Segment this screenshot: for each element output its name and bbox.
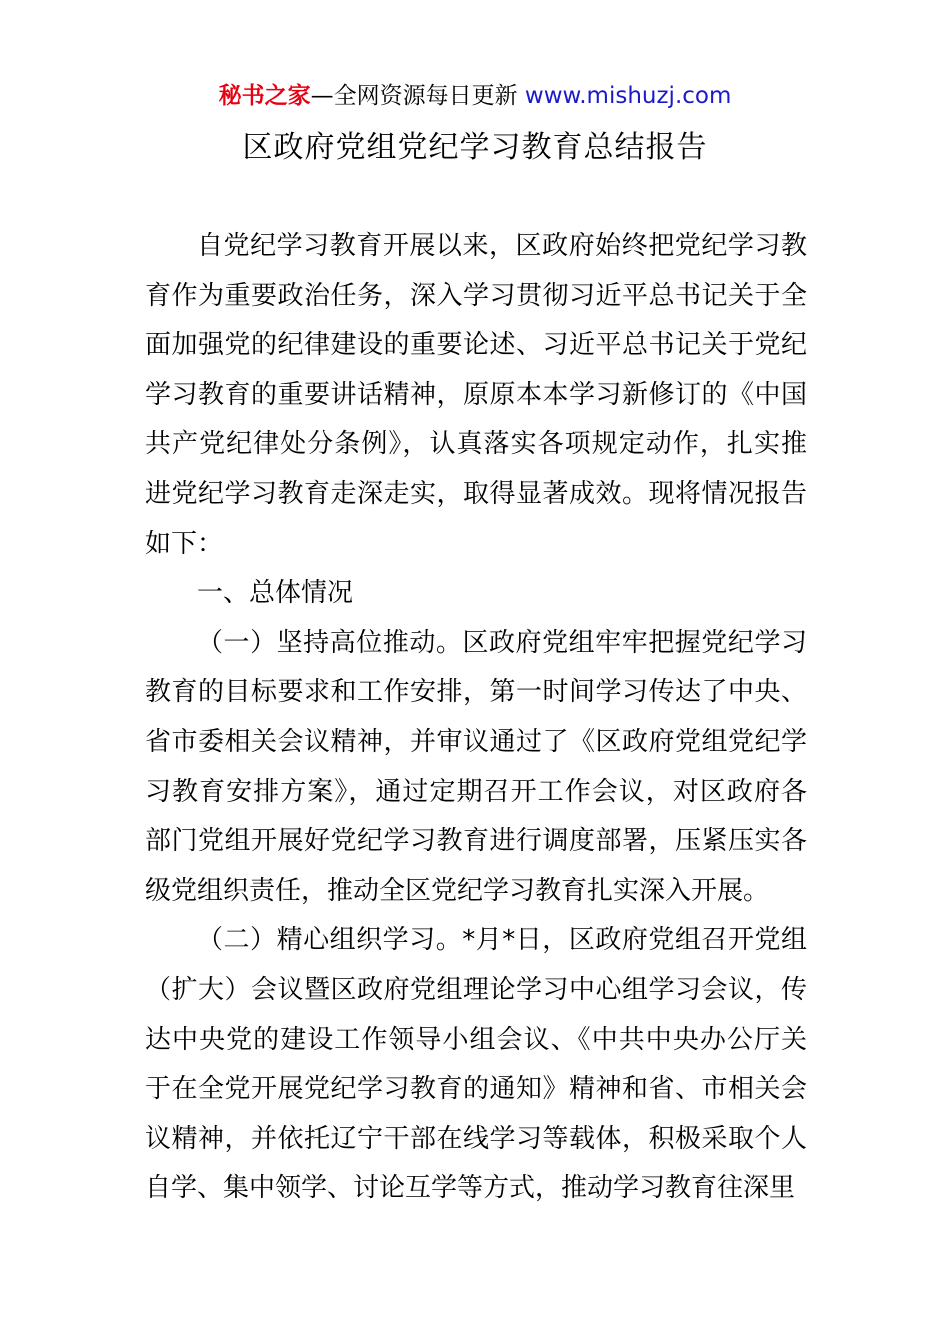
- document-body: [145, 222, 807, 1214]
- document-title: 区政府党组党纪学习教育总结报告: [242, 130, 708, 165]
- brand-tagline: —全网资源每日更新: [310, 83, 525, 109]
- site-header: [0, 80, 950, 112]
- paragraph-organize-study: （二）精心组织学习。*月*日，区政府党组召开党组（扩大）会议暨区政府党组理论学习中心组学习会议，传达中央党的建设工作领导小组会议、《中共中央办公厅关于在全党开展党纪学习教育的通知》精神和省、市相关会议精神，并依托辽宁干部在线学习等载体，积极采取个人自学、集中领学、讨论互学等方式，推动学习教育往深里: [145, 925, 807, 1204]
- section-heading-overall: 一、总体情况: [197, 578, 354, 609]
- intro-paragraph: 自党纪学习教育开展以来，区政府始终把党纪学习教育作为重要政治任务，深入学习贯彻习近平总书记关于全面加强党的纪律建设的重要论述、习近平总书记关于党纪学习教育的重要讲话精神，原原本本学习新修订的《中国共产党纪律处分条例》，认真落实各项规定动作，扎实推进党纪学习教育走深走实，取得显著成效。现将情况报告如下：: [145, 231, 807, 559]
- brand-name: 秘书之家: [218, 83, 311, 109]
- brand-url-link[interactable]: www.mishuzj.com: [524, 83, 732, 109]
- paragraph-high-level-promotion: （一）坚持高位推动。区政府党组牢牢把握党纪学习教育的目标要求和工作安排，第一时间学习传达了中央、省市委相关会议精神，并审议通过了《区政府党组党纪学习教育安排方案》，通过定期召开工作会议，对区政府各部门党组开展好党纪学习教育进行调度部署，压紧压实各级党组织责任，推动全区党纪学习教育扎实深入开展。: [145, 627, 807, 906]
